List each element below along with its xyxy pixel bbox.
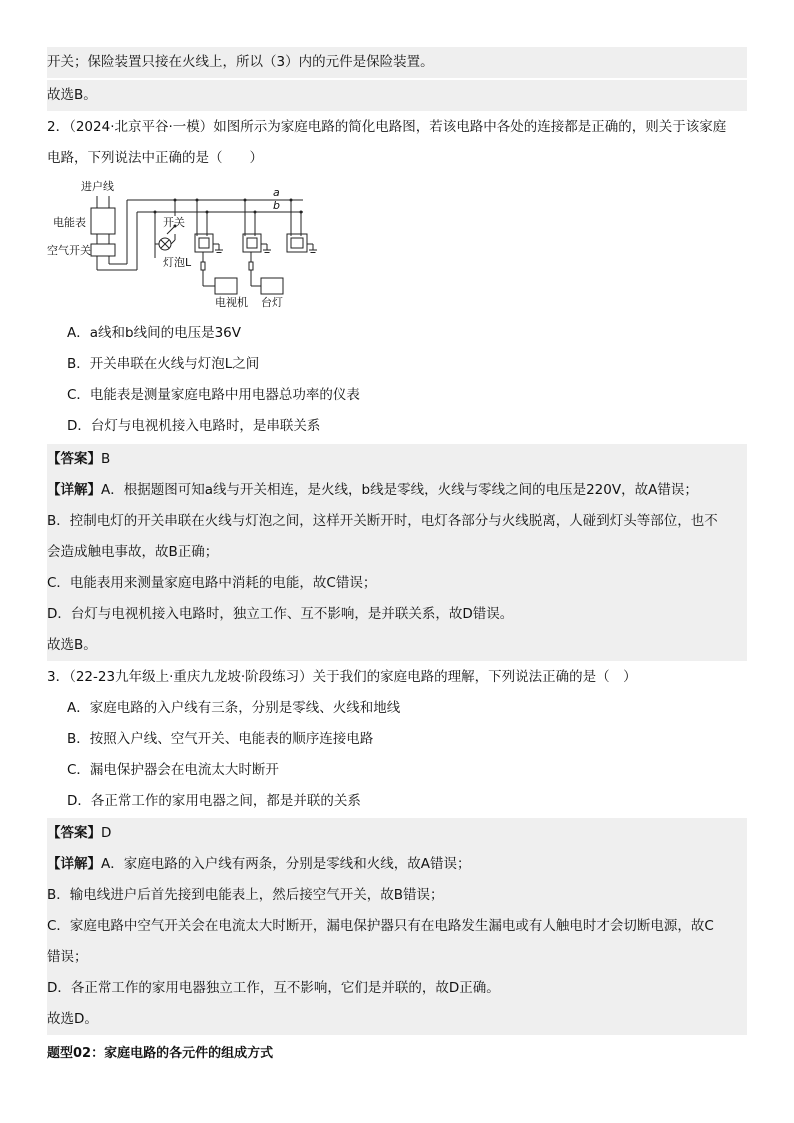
label-desk-lamp: 台灯	[261, 296, 283, 309]
q2-stem-line-2: 电路，下列说法中正确的是（ ）	[47, 150, 263, 166]
detail-label: 【详解】	[47, 482, 101, 498]
q3-stem: 3．（22-23九年级上·重庆九龙坡·阶段练习）关于我们的家庭电路的理解，下列说法正确的是（ ）	[47, 669, 637, 685]
answer-value: D	[101, 825, 112, 841]
q2-option-b: B．开关串联在火线与灯泡L之间	[67, 356, 260, 372]
q2-conclusion: 故选B。	[47, 630, 747, 661]
q3-option-d: D．各正常工作的家用电器之间，都是并联的关系	[67, 793, 361, 809]
label-air-switch: 空气开关	[47, 244, 91, 257]
q1-explanation-tail: 开关；保险装置只接在火线上，所以（3）内的元件是保险装置。	[47, 47, 747, 78]
q2-option-c: C．电能表是测量家庭电路中用电器总功率的仪表	[67, 387, 360, 403]
q2-detail-line-3: 会造成触电事故，故B正确；	[47, 537, 747, 568]
q2-answer	[47, 444, 747, 475]
q2-option-d: D．台灯与电视机接入电路时，是串联关系	[67, 418, 321, 434]
household-circuit-diagram	[47, 178, 337, 316]
answer-label: 【答案】	[47, 825, 101, 841]
detail-label: 【详解】	[47, 856, 101, 872]
q2-detail-line-5: D．台灯与电视机接入电路时，独立工作、互不影响，是并联关系，故D错误。	[47, 599, 747, 630]
q3-option-b: B．按照入户线、空气开关、电能表的顺序连接电路	[67, 731, 374, 747]
q3-detail-line-1	[47, 849, 747, 880]
q3-answer	[47, 818, 747, 849]
q3-option-a: A．家庭电路的入户线有三条，分别是零线、火线和地线	[67, 700, 401, 716]
label-wire-a: a	[273, 186, 280, 199]
label-incoming-line: 进户线	[81, 180, 114, 193]
q2-stem-line-1: 2．（2024·北京平谷·一模）如图所示为家庭电路的简化电路图，若该电路中各处的连接都是正确的，则关于该家庭	[47, 119, 727, 135]
q2-option-a: A．a线和b线间的电压是36V	[67, 325, 241, 341]
q3-detail-line-2: B．输电线进户后首先接到电能表上，然后接空气开关，故B错误；	[47, 880, 747, 911]
section-heading: 题型02：家庭电路的各元件的组成方式	[47, 1046, 274, 1061]
q3-option-c: C．漏电保护器会在电流太大时断开	[67, 762, 279, 778]
label-meter: 电能表	[53, 216, 86, 229]
detail-text: A．家庭电路的入户线有两条，分别是零线和火线，故A错误；	[101, 856, 471, 872]
q2-detail-line-2: B．控制电灯的开关串联在火线与灯泡之间，这样开关断开时，电灯各部分与火线脱离，人碰到灯头等部位，也不	[47, 506, 747, 537]
label-wire-b: b	[273, 199, 280, 212]
label-switch: 开关	[163, 216, 185, 229]
label-bulb: 灯泡L	[163, 256, 192, 269]
label-tv: 电视机	[215, 296, 248, 309]
q3-detail-line-4: 错误；	[47, 942, 747, 973]
q2-detail-line-1	[47, 475, 747, 506]
q1-conclusion: 故选B。	[47, 80, 747, 111]
q3-detail-line-5: D．各正常工作的家用电器独立工作，互不影响，它们是并联的，故D正确。	[47, 973, 747, 1004]
q2-detail-line-4: C．电能表用来测量家庭电路中消耗的电能，故C错误；	[47, 568, 747, 599]
answer-value: B	[101, 451, 111, 467]
detail-text: A．根据题图可知a线与开关相连，是火线，b线是零线，火线与零线之间的电压是220V，故A错误；	[101, 482, 698, 498]
q3-conclusion: 故选D。	[47, 1004, 747, 1035]
q3-detail-line-3: C．家庭电路中空气开关会在电流太大时断开，漏电保护器只有在电路发生漏电或有人触电时才会切断电源，故C	[47, 911, 747, 942]
answer-label: 【答案】	[47, 451, 101, 467]
